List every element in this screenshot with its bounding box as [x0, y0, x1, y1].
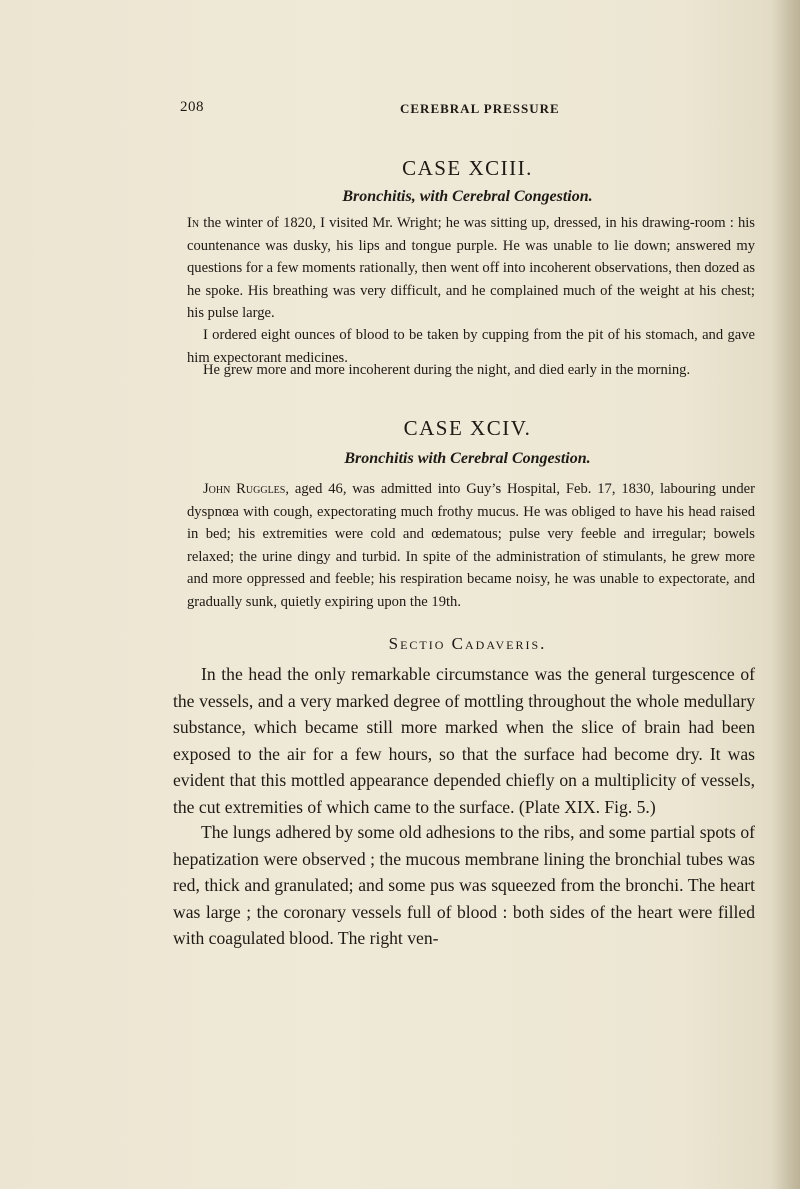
page-number: 208: [180, 99, 204, 115]
sectio-paragraph-1: In the head the only remarkable circumstance was the general turgescence of the vessels, and a very marked degree of mottling throughout the whole medullary substance, which became still more marked when the slice of brain had been exposed to the air for a few hours, so that the surface had become dry. It was evident that this mottled appearance depended chiefly on a multiplicity of vessels, the cut extremities of which came to the surface. (Plate XIX. Fig. 5.): [173, 664, 755, 817]
case-93-heading: CASE XCIII.: [402, 156, 533, 180]
running-title: CEREBRAL PRESSURE: [400, 101, 560, 116]
case-93-paragraph-1-text: the winter of 1820, I visited Mr. Wright; he was sitting up, dressed, in his drawing-room : his countenance was dusky, his lips and tongue purple. He was unable to lie down; answered my questions for a few moments rationally, then went off into incoherent observations, then dozed as he spoke. His breathing was very difficult, and he complained much of the weight at his chest; his pulse large.: [187, 215, 755, 321]
case-93-subtitle: Bronchitis, with Cerebral Congestion.: [342, 188, 593, 205]
sectio-paragraph-2: The lungs adhered by some old adhesions to the ribs, and some partial spots of hepatization were observed ; the mucous membrane lining the bronchial tubes was red, thick and granulated; and some pus was squeezed from the bronchi. The heart was large ; the coronary vessels full of blood : both sides of the heart were filled with coagulated blood. The right ven-: [173, 822, 755, 948]
case-93-paragraph-3: He grew more and more incoherent during the night, and died early in the morning.: [203, 362, 691, 378]
sectio-cadaveris-heading: Sectio Cadaveris.: [388, 634, 547, 653]
case-94-paragraph-text: , aged 46, was admitted into Guy’s Hospital, Feb. 17, 1830, labouring under dyspnœa with cough, expectorating much frothy mucus. He was obliged to have his head raised in bed; his extremities were cold and œdematous; pulse very feeble and irregular; bowels relaxed; the urine dingy and turbid. In spite of the administration of stimulants, he grew more and more oppressed and feeble; his respiration became noisy, he was unable to expectorate, and gradually sunk, quietly expiring upon the 19th.: [187, 481, 755, 610]
running-header: [180, 99, 755, 121]
case-94-heading: CASE XCIV.: [403, 416, 532, 440]
case-94-lead-name: John Ruggles: [203, 481, 286, 497]
case-94-paragraph: [187, 478, 755, 613]
case-93-paragraph-1: [187, 212, 755, 325]
case-94-subtitle: Bronchitis with Cerebral Congestion.: [344, 450, 591, 467]
case-93-lead-word: In: [187, 215, 200, 231]
case-93-paragraph-2: I ordered eight ounces of blood to be taken by cupping from the pit of his stomach, and gave him expectorant medicines.: [187, 327, 755, 366]
page-edge-shadow: [774, 0, 800, 1189]
